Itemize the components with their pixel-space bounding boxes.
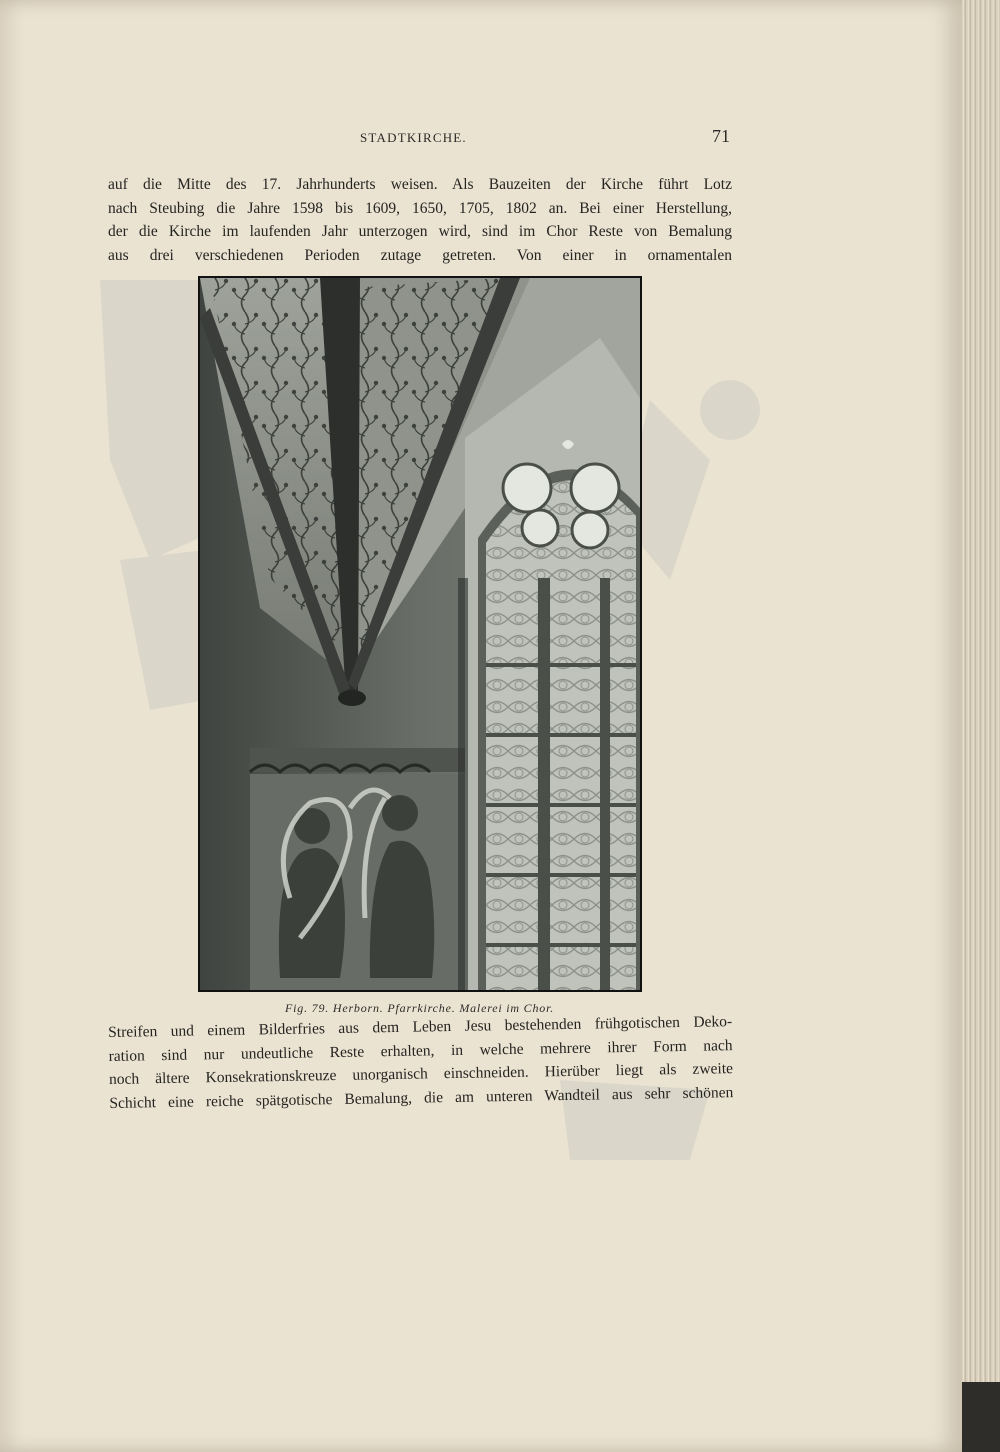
page-edges [962, 0, 1000, 1452]
text-line: auf die Mitte des 17. Jahrhunderts weisen. Als Bauzeiten der Kirche führt Lotz [108, 176, 732, 193]
body-text-top [108, 173, 732, 267]
figure-photo [198, 276, 642, 992]
church-choir-photo [200, 278, 640, 990]
text-line: Streifen und einem Bilderfries aus dem Leben Jesu bestehenden frühgotischen Deko- [108, 1013, 733, 1041]
text-line: ration sind nur undeutliche Reste erhalten, in welche mehrere ihrer Form nach [108, 1036, 733, 1065]
figure-caption: Fig. 79. Herborn. Pfarrkirche. Malerei im Chor. [285, 1001, 555, 1015]
body-text-bottom [108, 1010, 734, 1115]
text-line: nach Steubing die Jahre 1598 bis 1609, 1650, 1705, 1802 an. Bei einer Herstellung, [108, 199, 732, 217]
text-line: noch ältere Konsekrationskreuze unorganisch einschneiden. Hierüber liegt als zweite [108, 1060, 734, 1088]
running-title: STADTKIRCHE. [360, 130, 467, 145]
text-line: Schicht eine reiche spätgotische Bemalung, die am unteren Wandteil aus sehr schönen [109, 1083, 734, 1112]
running-head [0, 126, 962, 152]
text-line: der die Kirche im laufenden Jahr unterzogen wird, sind im Chor Reste von Bemalung [108, 223, 732, 240]
text-line: aus drei verschiedenen Perioden zutage getreten. Von einer in ornamentalen [108, 246, 732, 264]
page-number: 71 [712, 126, 730, 146]
